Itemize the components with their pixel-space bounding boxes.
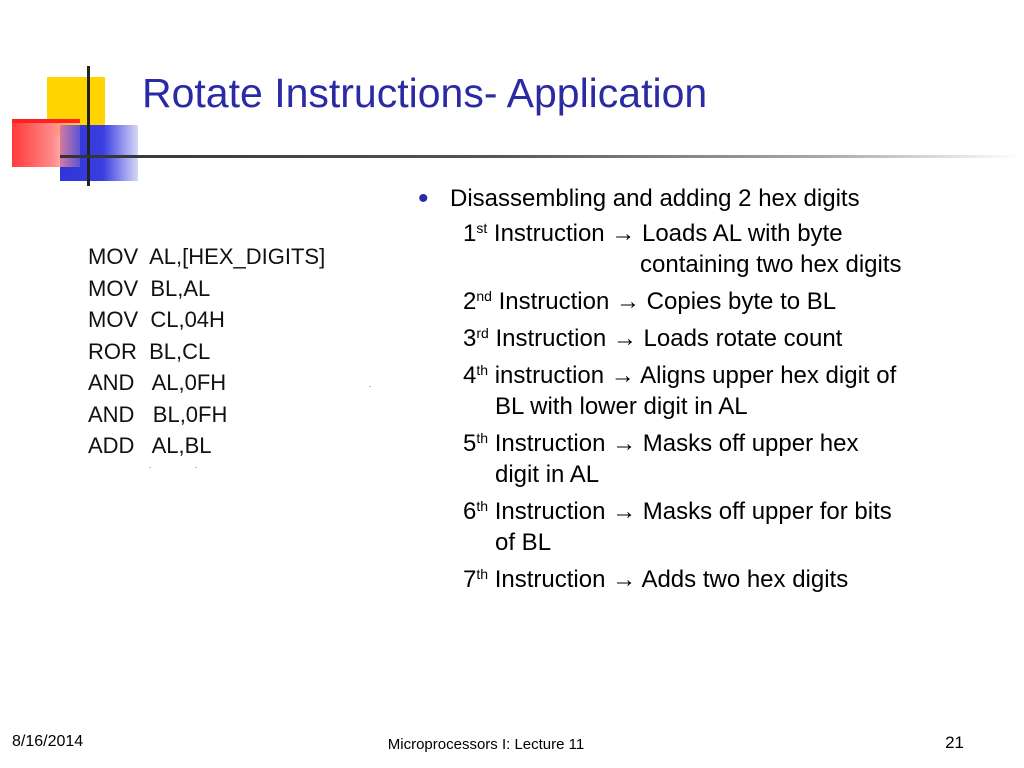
bullet-item <box>418 180 1018 218</box>
step-2 <box>418 286 1018 317</box>
step-ordinal: th <box>476 566 489 582</box>
code-line: ADD AL,BL <box>88 433 212 458</box>
step-ordinal: nd <box>476 288 492 304</box>
explanation-block <box>418 180 1018 601</box>
step-text: Instruction → Masks off upper for bits <box>488 498 892 525</box>
step-ordinal: rd <box>476 325 489 341</box>
step-number: 1 <box>463 220 477 247</box>
step-1 <box>418 218 1018 280</box>
step-number: 5 <box>463 430 477 457</box>
step-ordinal: th <box>476 362 489 378</box>
step-text: Instruction → Adds two hex digits <box>488 566 849 593</box>
step-continuation: BL with lower digit in AL <box>495 393 748 420</box>
step-ordinal: th <box>476 430 489 446</box>
step-number: 3 <box>463 325 477 352</box>
code-listing <box>88 241 325 462</box>
decor-vertical-line <box>87 66 90 186</box>
code-line: AND BL,0FH <box>88 401 228 427</box>
bullet-icon: • <box>418 182 429 215</box>
decor-red-square <box>12 119 80 167</box>
step-continuation: digit in AL <box>495 461 600 488</box>
code-line: MOV BL,AL <box>88 275 211 301</box>
title-underline <box>60 155 1020 158</box>
step-3 <box>418 323 1018 354</box>
step-continuation: of BL <box>495 529 552 556</box>
step-ordinal: st <box>476 220 488 236</box>
step-text: Instruction → Loads rotate count <box>488 325 843 352</box>
step-7 <box>418 564 1018 595</box>
step-text: Instruction → Copies byte to BL <box>491 288 837 315</box>
step-5 <box>418 428 1018 490</box>
step-number: 2 <box>463 288 477 315</box>
slide-title: Rotate Instructions- Application <box>142 70 708 116</box>
title-decoration <box>0 0 140 190</box>
code-line: AND AL,0FH <box>88 370 227 395</box>
step-6 <box>418 496 1018 558</box>
code-line: MOV CL,04H <box>88 307 225 332</box>
step-number: 4 <box>463 362 477 389</box>
step-continuation: containing two hex digits <box>640 251 902 278</box>
step-text: instruction → Aligns upper hex digit of <box>488 362 897 389</box>
image-artifact <box>149 467 151 468</box>
step-text: Instruction → Masks off upper hex <box>488 430 859 457</box>
footer-page-number: 21 <box>945 733 964 752</box>
step-ordinal: th <box>476 498 489 514</box>
footer-date: 8/16/2014 <box>12 733 84 750</box>
code-line: MOV AL,[HEX_DIGITS] <box>88 244 326 269</box>
footer-course-title: Microprocessors I: Lecture 11 <box>387 736 585 753</box>
step-4 <box>418 360 1018 422</box>
step-number: 7 <box>463 566 477 593</box>
step-number: 6 <box>463 498 477 525</box>
image-artifact <box>369 386 371 387</box>
code-line: ROR BL,CL <box>88 338 211 364</box>
step-text: Instruction → Loads AL with byte <box>487 220 843 247</box>
bullet-text: Disassembling and adding 2 hex digits <box>450 185 860 212</box>
image-artifact <box>195 467 197 468</box>
